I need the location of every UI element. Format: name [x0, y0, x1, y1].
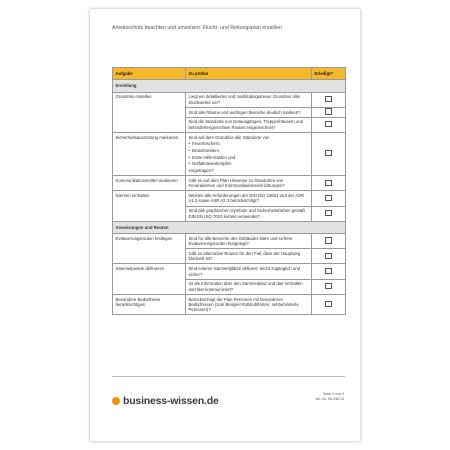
done-cell: [312, 107, 346, 117]
list-item: • Notfalleteamknöpfen: [189, 161, 309, 166]
table-row: [113, 132, 346, 175]
logo-dot-icon: [112, 397, 120, 405]
done-checkbox[interactable]: [325, 283, 331, 289]
task-cell: Kommunikationsmittel markieren: [113, 176, 186, 191]
check-cell: Sind alle graphischen Symbole und Sicherheitsfarben gemäß DIN EN ISO 7010 korrekt verwendet?: [186, 206, 312, 221]
document-page: [90, 9, 360, 441]
task-cell: Sicherheitsausrüstung markieren: [113, 132, 186, 175]
check-cell: Sind für alle Bereiche des Gebäudes klare und sichere Evakuierungsrouten festgelegt?: [186, 234, 312, 249]
done-checkbox[interactable]: [325, 253, 331, 259]
footer-divider: [112, 376, 345, 377]
section-row-erstellung: [113, 80, 346, 92]
table-row: [113, 234, 346, 249]
task-cell: Sammelpunkte definieren: [113, 264, 186, 294]
check-cell: Ist die Information über den Sammelplatz und das Verhalten dort klar kommuniziert?: [186, 279, 312, 294]
check-cell: Liegt ein detaillierter und maßstabsgetreuer Grundriss aller Stockwerke vor?: [186, 92, 312, 107]
section-title: Anweisungen und Routen: [113, 221, 346, 233]
task-cell: Normen einhalten: [113, 191, 186, 221]
check-cell: Sind die Standorte von Notausgängen, Treppenhäusern und behindertengerechten Routen eingezeichnet?: [186, 117, 312, 132]
task-cell: Grundriss erstellen: [113, 92, 186, 132]
table-row: [113, 176, 346, 191]
check-cell: [186, 132, 312, 175]
check-intro: Sind auf dem Grundriss alle Standorte von: [188, 134, 270, 140]
done-checkbox[interactable]: [325, 96, 331, 102]
done-cell: [312, 294, 346, 314]
done-checkbox[interactable]: [325, 121, 331, 127]
table-header-row: [113, 68, 346, 80]
task-cell: Evakuierungsrouten festlegen: [113, 234, 186, 264]
table-row: [113, 191, 346, 206]
check-cell: Werden alle Anforderungen der DIN ISO 23601 und der ASR A1.3 sowie ASR A2.3 berücksichtigt?: [186, 191, 312, 206]
header-task: Aufgabe: [113, 68, 186, 80]
done-checkbox[interactable]: [325, 210, 331, 216]
equipment-list: [189, 141, 309, 166]
check-cell: Berücksichtigt der Plan Personen mit besonderen Bedürfnissen (zum Beispiel Rollstuhlfahrer, sehbehinderte Personen)?: [186, 294, 312, 314]
done-checkbox[interactable]: [325, 108, 331, 114]
header-check: Zu prüfen: [186, 68, 312, 80]
business-wissen-logo: [112, 395, 219, 407]
page-number: Seite 2 von 3: [323, 392, 344, 396]
header-done: Erledigt?: [312, 68, 346, 80]
done-checkbox[interactable]: [325, 195, 331, 201]
done-cell: [312, 279, 346, 294]
list-item: • Brandmeldern,: [189, 148, 309, 153]
done-cell: [312, 206, 346, 221]
check-cell: Gibt es alternative Routen für den Fall, dass der Hauptweg blockiert ist?: [186, 249, 312, 264]
done-cell: [312, 191, 346, 206]
done-checkbox[interactable]: [325, 150, 331, 156]
done-cell: [312, 264, 346, 279]
done-cell: [312, 92, 346, 107]
done-checkbox[interactable]: [325, 180, 331, 186]
section-row-anweisungen: [113, 221, 346, 233]
check-cell: Gibt es auf dem Plan Hinweise zu Standorten von Feueralarmen und Kommunikationseinrichtungen?: [186, 176, 312, 191]
done-cell: [312, 176, 346, 191]
checklist-table: [112, 67, 346, 315]
list-item: • Erste-Hilfe-Kästen und: [189, 155, 309, 160]
task-cell: Besondere Bedürfnisse berücksichtigen: [113, 294, 186, 314]
list-item: • Feuerlöschern,: [189, 141, 309, 146]
done-checkbox[interactable]: [325, 268, 331, 274]
table-row: [113, 92, 346, 107]
check-cell: Sind alle Räume und wichtigen Bereiche deutlich markiert?: [186, 107, 312, 117]
done-checkbox[interactable]: [325, 301, 331, 307]
page-info: [316, 392, 344, 402]
done-cell: [312, 234, 346, 249]
done-checkbox[interactable]: [325, 237, 331, 243]
check-outro: eingetragen?: [188, 168, 214, 174]
document-title: Arbeitsschutz beachten und umsetzen: Flucht- und Rettungsplan erstellen: [112, 25, 282, 31]
check-cell: Sind externe Sammelplätze definiert, leicht zugänglich und sicher?: [186, 264, 312, 279]
done-cell: [312, 132, 346, 175]
section-title: Erstellung: [113, 80, 346, 92]
done-cell: [312, 117, 346, 132]
article-number: Art.-Nr. 99.246.13: [315, 397, 344, 401]
logo-text: business-wissen.de: [123, 395, 219, 407]
done-cell: [312, 249, 346, 264]
table-row: [113, 294, 346, 314]
table-row: [113, 264, 346, 279]
